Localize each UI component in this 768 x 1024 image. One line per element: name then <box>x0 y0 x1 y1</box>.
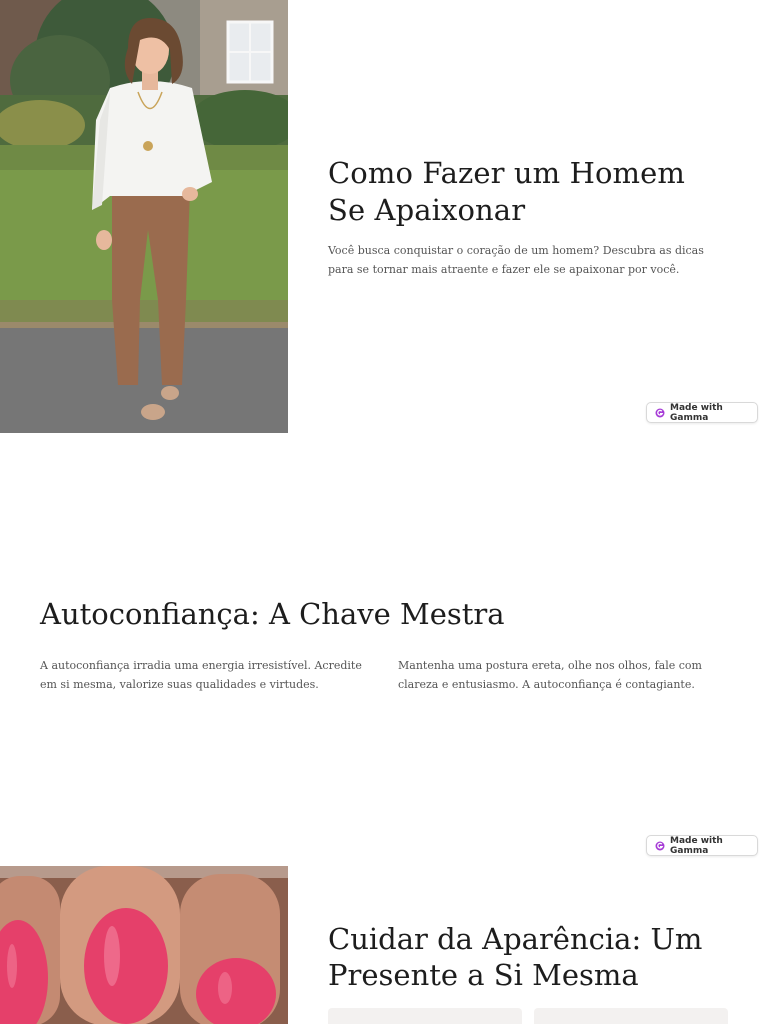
badge-label: Made with Gamma <box>670 402 723 423</box>
slide-intro <box>0 0 768 434</box>
slide-title: Autoconfiança: A Chave Mestra <box>40 597 505 631</box>
column-text-left: A autoconfiança irradia uma energia irresistível. Acredite em si mesma, valorize suas qualidades e virtudes. <box>40 659 362 691</box>
content-card <box>328 1008 522 1024</box>
woman-photo <box>0 0 288 433</box>
made-with-gamma-badge[interactable] <box>646 402 758 423</box>
badge-label: Made with Gamma <box>670 835 723 856</box>
content-card <box>534 1008 728 1024</box>
column-text-right: Mantenha uma postura ereta, olhe nos olhos, fale com clareza e entusiasmo. A autoconfiança é contagiante. <box>398 659 702 691</box>
gamma-logo-icon <box>655 841 665 851</box>
gamma-logo-icon <box>655 408 665 418</box>
made-with-gamma-badge[interactable] <box>646 835 758 856</box>
slide-title: Cuidar da Aparência: Um Presente a Si Mesma <box>328 922 703 992</box>
slide-title: Como Fazer um Homem Se Apaixonar <box>328 156 685 227</box>
slide-description: Você busca conquistar o coração de um homem? Descubra as dicas para se tornar mais atraente e fazer ele se apaixonar por você. <box>328 244 704 276</box>
manicured-nails-photo <box>0 866 288 1024</box>
